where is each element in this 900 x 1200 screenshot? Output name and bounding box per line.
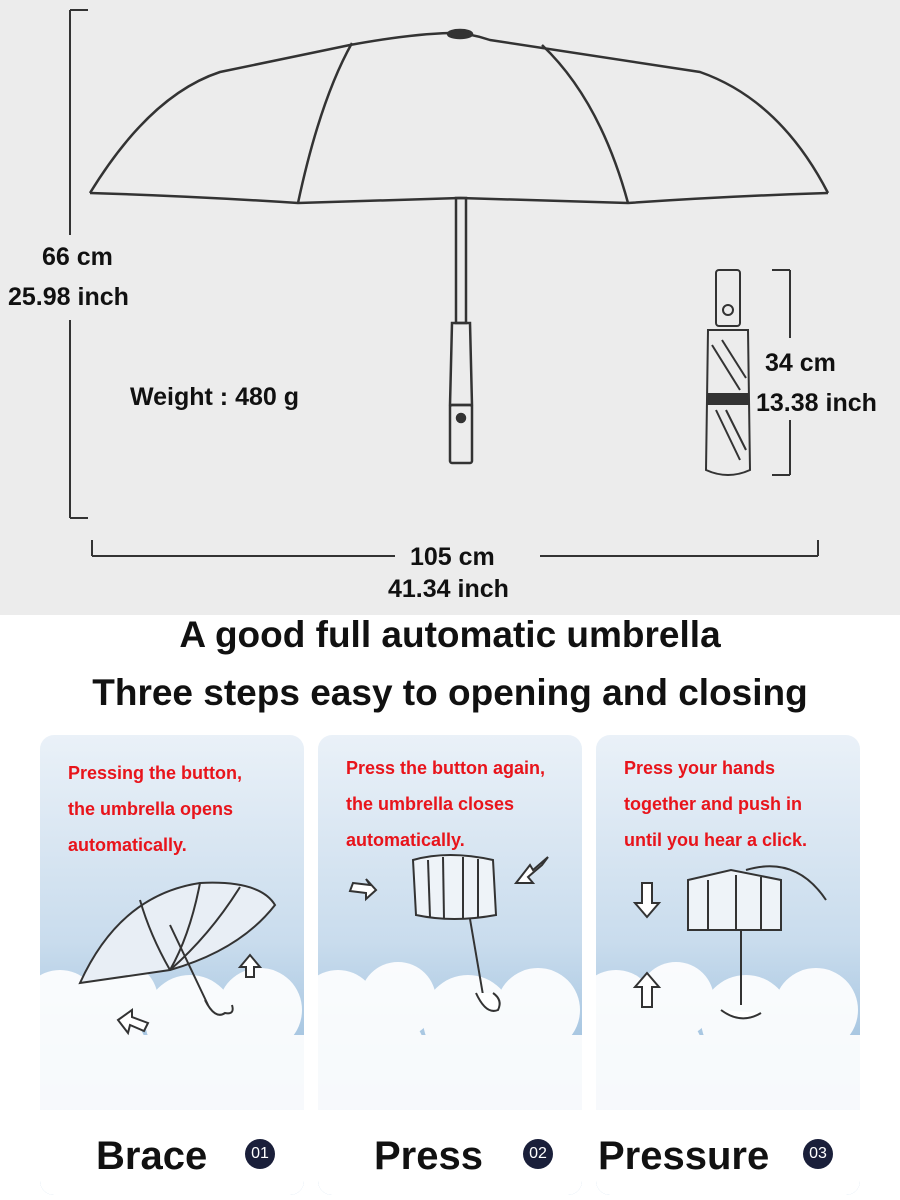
arrow-diagonal-icon: [350, 879, 376, 899]
heading-line-1: A good full automatic umbrella: [179, 614, 721, 655]
instruction-line: the umbrella closes: [346, 794, 515, 814]
instruction-text: [346, 750, 576, 858]
step-number-badge: 01: [245, 1139, 275, 1169]
instruction-line: together and push in: [624, 794, 802, 814]
step-label-bar: [596, 1110, 860, 1195]
arrow-diagonal-icon: [516, 857, 548, 883]
instruction-text: [68, 755, 298, 863]
step-number-badge: 02: [523, 1139, 553, 1169]
step-card-pressure: [596, 735, 860, 1195]
cloud-shape: [318, 962, 582, 1115]
instruction-line: Press your hands: [624, 758, 776, 778]
instruction-line: until you hear a click.: [624, 830, 808, 850]
instruction-line: automatically.: [68, 835, 187, 855]
cloud-shape: [40, 962, 304, 1115]
step-name: Press: [374, 1134, 483, 1178]
arrow-down-icon: [635, 883, 659, 917]
step-card-press: [318, 735, 582, 1195]
height-cm-label: 66 cm: [42, 243, 113, 271]
step-name: Brace: [96, 1134, 208, 1178]
instruction-text: [624, 750, 854, 858]
step-card-brace: [40, 735, 304, 1195]
height-inch-label: 25.98 inch: [8, 283, 129, 311]
step-name: Pressure: [598, 1134, 770, 1178]
instruction-line: the umbrella opens: [68, 799, 234, 819]
folded-inch-label: 13.38 inch: [756, 389, 877, 417]
instruction-line: automatically.: [346, 830, 465, 850]
folded-umbrella: [706, 270, 750, 475]
step-label-bar: [40, 1110, 304, 1195]
weight-label: Weight : 480 g: [130, 383, 300, 411]
width-inch-label: 41.34 inch: [388, 575, 509, 603]
width-cm-label: 105 cm: [410, 543, 495, 571]
instruction-line: Pressing the button,: [68, 763, 243, 783]
step-label-bar: [318, 1110, 582, 1195]
instruction-line: Press the button again,: [346, 758, 546, 778]
heading-line-2: Three steps easy to opening and closing: [92, 672, 808, 713]
step-number-badge: 03: [803, 1139, 833, 1169]
folded-cm-label: 34 cm: [765, 349, 836, 377]
